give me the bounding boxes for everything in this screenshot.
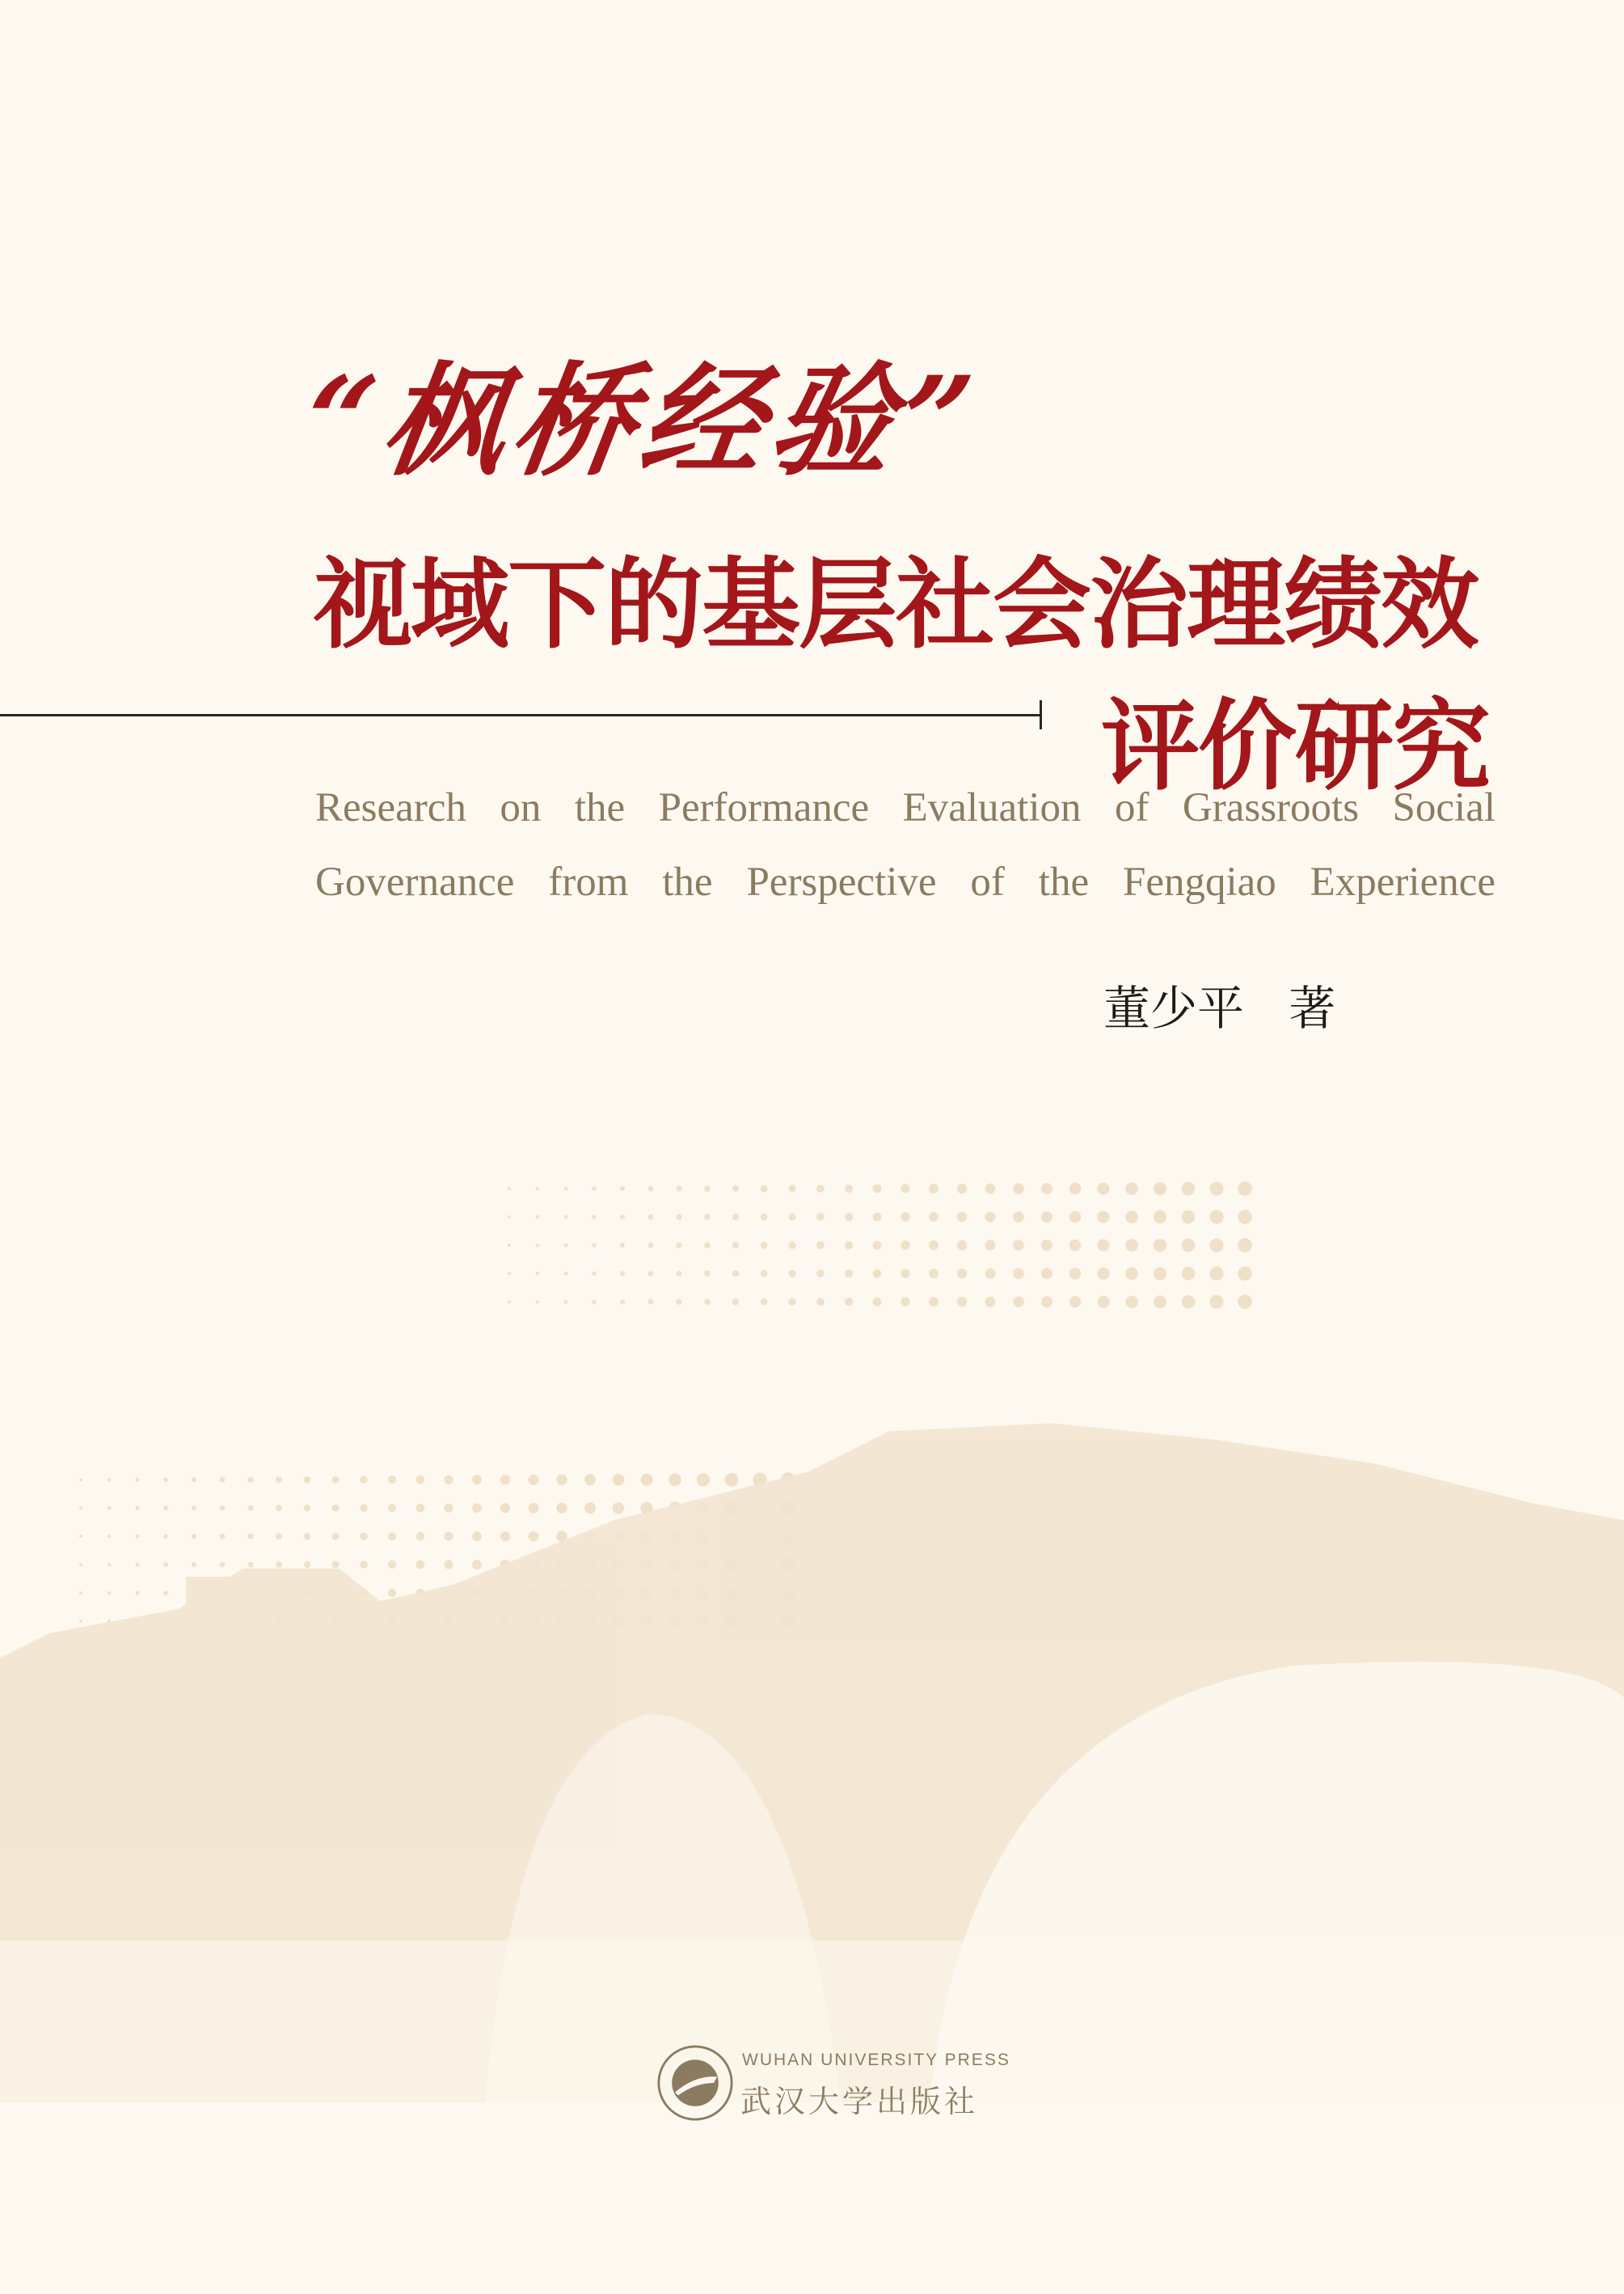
halftone-dot	[845, 1185, 853, 1193]
halftone-dot	[676, 1185, 681, 1191]
halftone-dot	[563, 1186, 567, 1190]
halftone-dot	[1154, 1239, 1166, 1252]
halftone-dot	[704, 1214, 711, 1220]
halftone-dot	[697, 1473, 710, 1486]
halftone-dot	[929, 1212, 939, 1222]
halftone-dot	[584, 1474, 596, 1485]
halftone-dot	[388, 1476, 396, 1484]
halftone-dot	[360, 1504, 368, 1512]
halftone-dot	[304, 1533, 310, 1540]
halftone-dot	[1013, 1268, 1023, 1278]
halftone-dot	[648, 1215, 654, 1220]
halftone-dot	[1097, 1267, 1109, 1279]
halftone-dot	[873, 1270, 882, 1278]
halftone-dot	[1209, 1238, 1223, 1252]
halftone-dot	[276, 1477, 282, 1483]
halftone-dot	[1041, 1296, 1052, 1308]
halftone-dot	[676, 1242, 681, 1248]
halftone-dot	[331, 1476, 339, 1483]
halftone-dot	[331, 1504, 339, 1511]
halftone-dot	[79, 1591, 82, 1595]
halftone-dot	[79, 1563, 82, 1566]
halftone-dot	[331, 1532, 339, 1540]
halftone-dot	[108, 1478, 112, 1482]
halftone-dot	[929, 1269, 939, 1278]
subtitle-en-line-2: Governance from the Perspective of the Fengqiao Experience	[315, 860, 1495, 905]
halftone-dot	[901, 1212, 909, 1221]
halftone-dot	[788, 1270, 795, 1277]
publisher-logo-icon	[656, 2044, 734, 2122]
halftone-dot	[508, 1187, 511, 1190]
halftone-dot	[1154, 1210, 1166, 1223]
halftone-dot	[444, 1531, 453, 1540]
halftone-dot	[1209, 1210, 1223, 1223]
halftone-dot	[416, 1476, 425, 1485]
halftone-dot	[192, 1506, 196, 1510]
halftone-dot	[529, 1503, 539, 1514]
halftone-dot	[613, 1502, 625, 1515]
halftone-dot	[985, 1269, 996, 1279]
halftone-dot	[957, 1269, 967, 1278]
halftone-dot	[563, 1271, 567, 1275]
halftone-dot	[508, 1272, 511, 1275]
halftone-dot	[563, 1215, 567, 1219]
halftone-dot	[500, 1531, 510, 1541]
halftone-dot	[192, 1477, 196, 1482]
halftone-dot	[1069, 1296, 1082, 1308]
halftone-dot	[1041, 1183, 1052, 1194]
halftone-dot	[640, 1473, 652, 1485]
halftone-dot	[957, 1297, 967, 1307]
halftone-dot	[957, 1212, 967, 1222]
author: 董少平 著	[1103, 981, 1336, 1036]
halftone-dot	[247, 1533, 253, 1539]
halftone-dot	[1069, 1183, 1082, 1195]
halftone-dot	[873, 1185, 882, 1193]
halftone-dot	[1238, 1266, 1252, 1281]
halftone-dot	[500, 1475, 510, 1485]
halftone-dot	[761, 1214, 768, 1221]
halftone-dot	[1041, 1211, 1052, 1223]
halftone-dot	[163, 1591, 168, 1595]
halftone-dot	[648, 1271, 654, 1277]
halftone-dot	[444, 1475, 453, 1484]
halftone-dot	[536, 1187, 540, 1191]
subtitle-en-line-1: Research on the Performance Evaluation of Grassroots Social	[315, 785, 1495, 830]
halftone-dot	[247, 1561, 253, 1567]
halftone-dot	[135, 1477, 139, 1481]
halftone-dot	[1154, 1267, 1166, 1280]
halftone-dot	[676, 1299, 681, 1304]
halftone-dot	[1013, 1211, 1023, 1222]
halftone-dot	[584, 1502, 596, 1514]
halftone-dot	[1013, 1240, 1023, 1250]
halftone-dot	[845, 1241, 853, 1249]
halftone-dot	[1238, 1181, 1252, 1196]
halftone-dot	[108, 1563, 112, 1567]
halftone-dot	[1069, 1211, 1082, 1223]
halftone-dot	[620, 1215, 625, 1219]
halftone-dot	[135, 1562, 139, 1566]
halftone-dot	[845, 1298, 853, 1306]
halftone-dot	[192, 1562, 196, 1567]
halftone-dot	[1209, 1181, 1223, 1195]
halftone-dot	[1182, 1267, 1196, 1281]
halftone-dot	[613, 1474, 625, 1486]
halftone-dot	[247, 1505, 253, 1510]
halftone-dot	[536, 1272, 540, 1276]
halftone-dot	[788, 1241, 795, 1248]
halftone-dot	[79, 1478, 82, 1481]
halftone-dot	[901, 1184, 909, 1193]
halftone-dot	[816, 1185, 825, 1193]
halftone-dot	[1125, 1210, 1138, 1223]
halftone-dot	[761, 1185, 768, 1193]
halftone-dot	[1125, 1267, 1138, 1280]
halftone-dot	[508, 1244, 511, 1247]
halftone-dot	[816, 1213, 825, 1221]
halftone-dot	[957, 1184, 967, 1193]
halftone-dot	[620, 1243, 625, 1248]
halftone-dot	[163, 1477, 168, 1482]
halftone-dot	[1013, 1296, 1023, 1307]
halftone-dot	[192, 1534, 196, 1539]
halftone-dot	[620, 1186, 625, 1191]
halftone-dot	[1154, 1295, 1166, 1308]
halftone-dot	[676, 1270, 681, 1276]
halftone-dot	[788, 1298, 795, 1305]
halftone-dot	[704, 1270, 711, 1277]
halftone-dot	[1069, 1240, 1082, 1252]
halftone-dot	[1041, 1268, 1052, 1279]
halftone-dot	[276, 1505, 282, 1511]
halftone-dot	[135, 1591, 139, 1595]
halftone-dot	[500, 1503, 510, 1513]
halftone-dot	[620, 1299, 625, 1304]
halftone-dot	[163, 1506, 168, 1510]
halftone-dot	[220, 1477, 226, 1483]
halftone-dot	[592, 1186, 597, 1191]
halftone-dot	[360, 1532, 368, 1540]
halftone-dot	[1069, 1268, 1082, 1280]
halftone-dot	[845, 1270, 853, 1278]
halftone-dot	[304, 1477, 310, 1483]
halftone-dot	[556, 1474, 567, 1485]
halftone-dot	[1041, 1240, 1052, 1251]
halftone-dot	[761, 1242, 768, 1249]
halftone-dot	[444, 1560, 453, 1569]
halftone-dot	[79, 1535, 82, 1538]
halftone-dot	[163, 1534, 168, 1539]
halftone-dot	[648, 1243, 654, 1248]
halftone-dot	[985, 1212, 996, 1223]
halftone-dot	[1182, 1210, 1196, 1224]
halftone-dot	[816, 1270, 825, 1278]
halftone-dot	[444, 1503, 453, 1512]
halftone-dot	[472, 1560, 482, 1569]
halftone-dot	[220, 1562, 226, 1568]
divider-tick	[1040, 700, 1042, 729]
halftone-dot	[529, 1475, 539, 1485]
halftone-dot	[1125, 1295, 1138, 1308]
halftone-dot	[1097, 1210, 1109, 1223]
halftone-dot	[929, 1297, 939, 1307]
title-calligraphy: “枫桥经验”	[295, 350, 989, 492]
divider-line	[0, 714, 1041, 716]
halftone-dot	[220, 1534, 226, 1540]
halftone-dot	[704, 1185, 711, 1192]
halftone-dot	[563, 1243, 567, 1247]
halftone-dot	[985, 1297, 996, 1308]
halftone-dot	[108, 1591, 112, 1595]
halftone-dot	[1182, 1182, 1196, 1196]
halftone-dot	[761, 1299, 768, 1306]
halftone-dot	[416, 1561, 425, 1569]
halftone-dot	[472, 1503, 482, 1513]
halftone-dot	[592, 1299, 597, 1304]
halftone-dot	[957, 1240, 967, 1250]
halftone-dot	[816, 1241, 825, 1249]
publisher-name-cn: 武汉大学出版社	[740, 2084, 979, 2119]
halftone-dot	[108, 1506, 112, 1510]
halftone-dot	[901, 1297, 909, 1306]
halftone-dot	[845, 1213, 853, 1221]
halftone-dot	[620, 1271, 625, 1276]
halftone-dot	[388, 1532, 396, 1540]
halftone-dot	[563, 1299, 567, 1303]
halftone-dot	[529, 1531, 539, 1542]
halftone-dot	[1238, 1295, 1252, 1309]
halftone-dot	[985, 1240, 996, 1251]
halftone-dot	[536, 1300, 540, 1304]
halftone-dot	[276, 1533, 282, 1540]
halftone-dot	[304, 1561, 310, 1568]
halftone-dot	[873, 1213, 882, 1222]
halftone-dot	[761, 1270, 768, 1278]
halftone-dot	[220, 1506, 226, 1511]
halftone-dot	[1209, 1266, 1223, 1280]
halftone-dot	[135, 1506, 139, 1510]
halftone-dot	[1238, 1238, 1252, 1253]
halftone-dot	[1209, 1295, 1223, 1308]
halftone-dot	[1013, 1183, 1023, 1193]
halftone-dot	[676, 1214, 681, 1219]
halftone-dot	[816, 1298, 825, 1306]
halftone-dot	[704, 1242, 711, 1248]
halftone-dot	[1182, 1295, 1196, 1309]
halftone-dot	[79, 1620, 82, 1623]
halftone-dot	[929, 1240, 939, 1250]
halftone-dot	[135, 1534, 139, 1538]
halftone-dot	[732, 1242, 739, 1248]
halftone-dot	[1097, 1182, 1109, 1194]
halftone-dot	[873, 1241, 882, 1250]
halftone-dot	[732, 1214, 739, 1220]
halftone-dot	[472, 1475, 482, 1485]
halftone-dot	[416, 1532, 425, 1541]
halftone-dot	[472, 1531, 482, 1541]
halftone-dot	[648, 1299, 654, 1305]
halftone-dot	[360, 1476, 368, 1484]
halftone-dot	[388, 1589, 396, 1597]
title-line-3: 评价研究	[1101, 689, 1489, 804]
halftone-dot	[388, 1504, 396, 1512]
publisher-name-en: WUHAN UNIVERSITY PRESS	[742, 2051, 1010, 2069]
halftone-dot	[1125, 1239, 1138, 1252]
halftone-dot	[985, 1184, 996, 1194]
halftone-dot	[901, 1240, 909, 1249]
halftone-dot	[536, 1215, 540, 1219]
halftone-dot	[331, 1561, 339, 1568]
halftone-dot	[1097, 1295, 1109, 1308]
halftone-dot	[732, 1270, 739, 1277]
halftone-dot	[1125, 1182, 1138, 1195]
halftone-dot	[592, 1215, 597, 1219]
halftone-dot	[704, 1299, 711, 1305]
halftone-dot	[416, 1504, 425, 1513]
halftone-dot	[929, 1184, 939, 1193]
halftone-dot	[1097, 1239, 1109, 1251]
halftone-dot	[669, 1473, 681, 1486]
halftone-dot	[592, 1271, 597, 1276]
halftone-dot	[1238, 1210, 1252, 1224]
halftone-dot	[388, 1561, 396, 1569]
halftone-dot	[79, 1506, 82, 1510]
halftone-dot	[873, 1298, 882, 1307]
halftone-dot	[247, 1477, 253, 1482]
halftone-dot	[732, 1299, 739, 1305]
halftone-dot	[1154, 1182, 1166, 1195]
halftone-dot	[304, 1505, 310, 1511]
halftone-dot	[276, 1561, 282, 1568]
halftone-dot	[788, 1213, 795, 1220]
halftone-dot	[1182, 1239, 1196, 1253]
halftone-dot	[360, 1561, 368, 1569]
halftone-dot	[556, 1502, 567, 1513]
halftone-dot	[788, 1185, 795, 1192]
halftone-dot	[536, 1244, 540, 1248]
halftone-dot	[163, 1562, 168, 1567]
halftone-dot	[901, 1269, 909, 1278]
halftone-dot	[592, 1243, 597, 1248]
halftone-dot	[732, 1185, 739, 1192]
halftone-dot	[108, 1535, 112, 1539]
title-line-2: 视域下的基层社会治理绩效	[314, 547, 1478, 662]
halftone-dot	[508, 1215, 511, 1219]
halftone-dot	[508, 1300, 511, 1303]
halftone-dot	[648, 1186, 654, 1192]
halftone-dot	[725, 1473, 739, 1487]
